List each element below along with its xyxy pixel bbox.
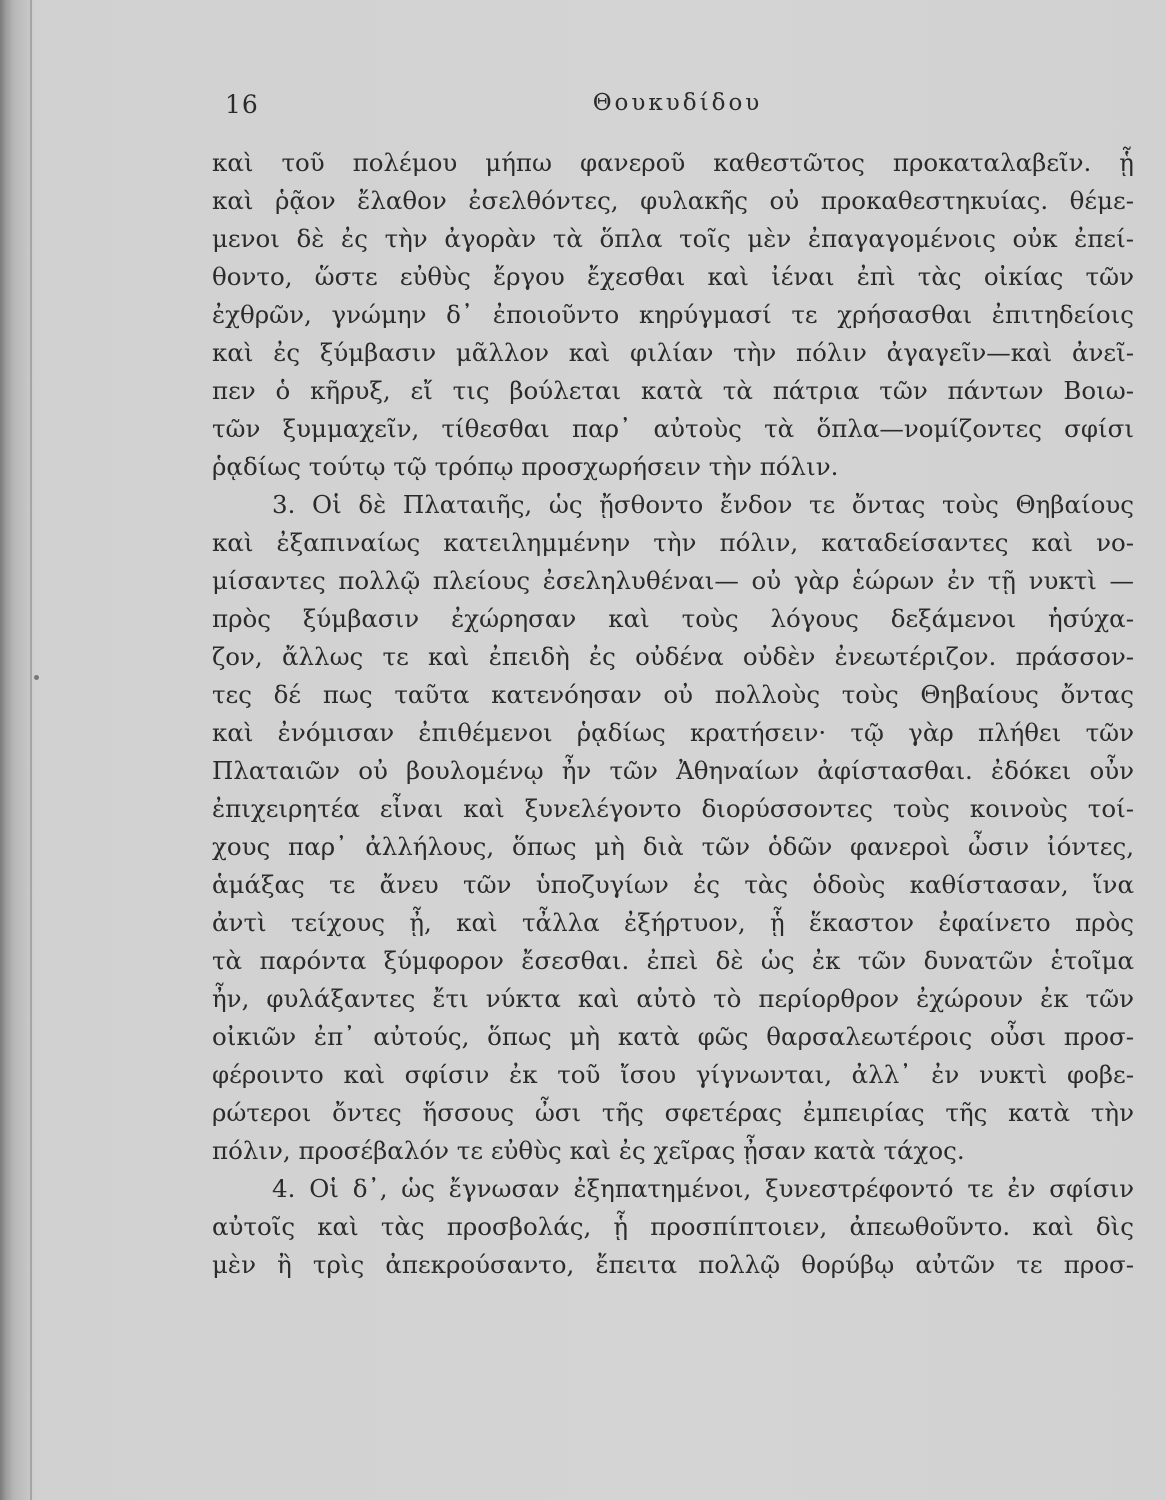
- text-line: καὶ ῥᾷον ἔλαθον ἐσελθόντες, φυλακῆς οὐ προκαθεστηκυίας. θέμε-: [212, 186, 1134, 215]
- text-line: οἰκιῶν ἐπ᾽ αὐτούς, ὅπως μὴ κατὰ φῶς θαρσαλεωτέροις οὖσι προσ-: [212, 1022, 1134, 1051]
- text-line: μίσαντες πολλῷ πλείους ἐσεληλυθέναι— οὐ γὰρ ἑώρων ἐν τῇ νυκτὶ —: [212, 566, 1134, 595]
- text-line: φέροιντο καὶ σφίσιν ἐκ τοῦ ἴσου γίγνωνται, ἀλλ᾽ ἐν νυκτὶ φοβε-: [212, 1060, 1134, 1089]
- page-header: [225, 90, 1120, 126]
- text-line: ἐχθρῶν, γνώμην δ᾽ ἐποιοῦντο κηρύγμασί τε χρήσασθαι ἐπιτηδείοις: [212, 300, 1134, 329]
- text-line: τες δέ πως ταῦτα κατενόησαν οὐ πολλοὺς τοὺς Θηβαίους ὄντας: [212, 680, 1134, 709]
- text-line: πεν ὁ κῆρυξ, εἴ τις βούλεται κατὰ τὰ πάτρια τῶν πάντων Βοιω-: [212, 376, 1134, 405]
- text-line: πόλιν, προσέβαλόν τε εὐθὺς καὶ ἐς χεῖρας ᾖσαν κατὰ τάχος.: [212, 1136, 965, 1165]
- page-binding-edge: [0, 0, 34, 1500]
- section-4-start: 4. Οἱ δ᾽, ὡς ἔγνωσαν ἐξηπατημένοι, ξυνεστρέφοντό τε ἐν σφίσιν: [272, 1174, 1134, 1203]
- text-line: τῶν ξυμμαχεῖν, τίθεσθαι παρ᾽ αὐτοὺς τὰ ὅπλα—νομίζοντες σφίσι: [212, 414, 1134, 443]
- text-line: χους παρ᾽ ἀλλήλους, ὅπως μὴ διὰ τῶν ὁδῶν φανεροὶ ὦσιν ἰόντες,: [212, 832, 1134, 861]
- text-line: μενοι δὲ ἐς τὴν ἀγορὰν τὰ ὅπλα τοῖς μὲν ἐπαγαγομένοις οὐκ ἐπεί-: [212, 224, 1134, 253]
- text-line: καὶ ἐνόμισαν ἐπιθέμενοι ῥᾳδίως κρατήσειν· τῷ γὰρ πλήθει τῶν: [212, 718, 1134, 747]
- text-line: μὲν ἢ τρὶς ἀπεκρούσαντο, ἔπειτα πολλῷ θορύβῳ αὐτῶν τε προσ-: [212, 1250, 1134, 1279]
- text-line: Πλαταιῶν οὐ βουλομένῳ ἦν τῶν Ἀθηναίων ἀφίστασθαι. ἐδόκει οὖν: [212, 756, 1134, 785]
- text-line: καὶ ἐξαπιναίως κατειλημμένην τὴν πόλιν, καταδείσαντες καὶ νο-: [212, 528, 1134, 557]
- text-line: καὶ τοῦ πολέμου μήπω φανεροῦ καθεστῶτος προκαταλαβεῖν. ᾗ: [212, 148, 1134, 177]
- text-line: ῥᾳδίως τούτῳ τῷ τρόπῳ προσχωρήσειν τὴν πόλιν.: [212, 452, 839, 481]
- text-line: ζον, ἄλλως τε καὶ ἐπειδὴ ἐς οὐδένα οὐδὲν ἐνεωτέριζον. πράσσον-: [212, 642, 1134, 671]
- text-line: πρὸς ξύμβασιν ἐχώρησαν καὶ τοὺς λόγους δεξάμενοι ἡσύχα-: [212, 604, 1134, 633]
- section-3-start: 3. Οἱ δὲ Πλαταιῆς, ὡς ᾔσθοντο ἔνδον τε ὄντας τοὺς Θηβαίους: [272, 490, 1134, 519]
- page-number: 16: [225, 90, 259, 119]
- page-edge-line: [30, 0, 32, 1500]
- text-line: ἁμάξας τε ἄνευ τῶν ὑποζυγίων ἐς τὰς ὁδοὺς καθίστασαν, ἵνα: [212, 870, 1134, 899]
- text-line: αὐτοῖς καὶ τὰς προσβολάς, ᾗ προσπίπτοιεν, ἀπεωθοῦντο. καὶ δὶς: [212, 1212, 1134, 1241]
- text-line: ἦν, φυλάξαντες ἔτι νύκτα καὶ αὐτὸ τὸ περίορθρον ἐχώρουν ἐκ τῶν: [212, 984, 1134, 1013]
- text-line: ρώτεροι ὄντες ἥσσους ὦσι τῆς σφετέρας ἐμπειρίας τῆς κατὰ τὴν: [212, 1098, 1134, 1127]
- body-text: [212, 144, 1134, 1284]
- text-line: τὰ παρόντα ξύμφορον ἔσεσθαι. ἐπεὶ δὲ ὡς ἐκ τῶν δυνατῶν ἑτοῖμα: [212, 946, 1134, 975]
- text-line: θοντο, ὥστε εὐθὺς ἔργου ἔχεσθαι καὶ ἰέναι ἐπὶ τὰς οἰκίας τῶν: [212, 262, 1134, 291]
- running-title: Θουκυδίδου: [592, 90, 763, 116]
- margin-mark: [34, 675, 39, 680]
- text-line: ἐπιχειρητέα εἶναι καὶ ξυνελέγοντο διορύσσοντες τοὺς κοινοὺς τοί-: [212, 794, 1134, 823]
- text-line: καὶ ἐς ξύμβασιν μᾶλλον καὶ φιλίαν τὴν πόλιν ἀγαγεῖν—καὶ ἀνεῖ-: [212, 338, 1134, 367]
- text-line: ἀντὶ τείχους ᾖ, καὶ τἆλλα ἐξήρτυον, ᾗ ἕκαστον ἐφαίνετο πρὸς: [212, 908, 1134, 937]
